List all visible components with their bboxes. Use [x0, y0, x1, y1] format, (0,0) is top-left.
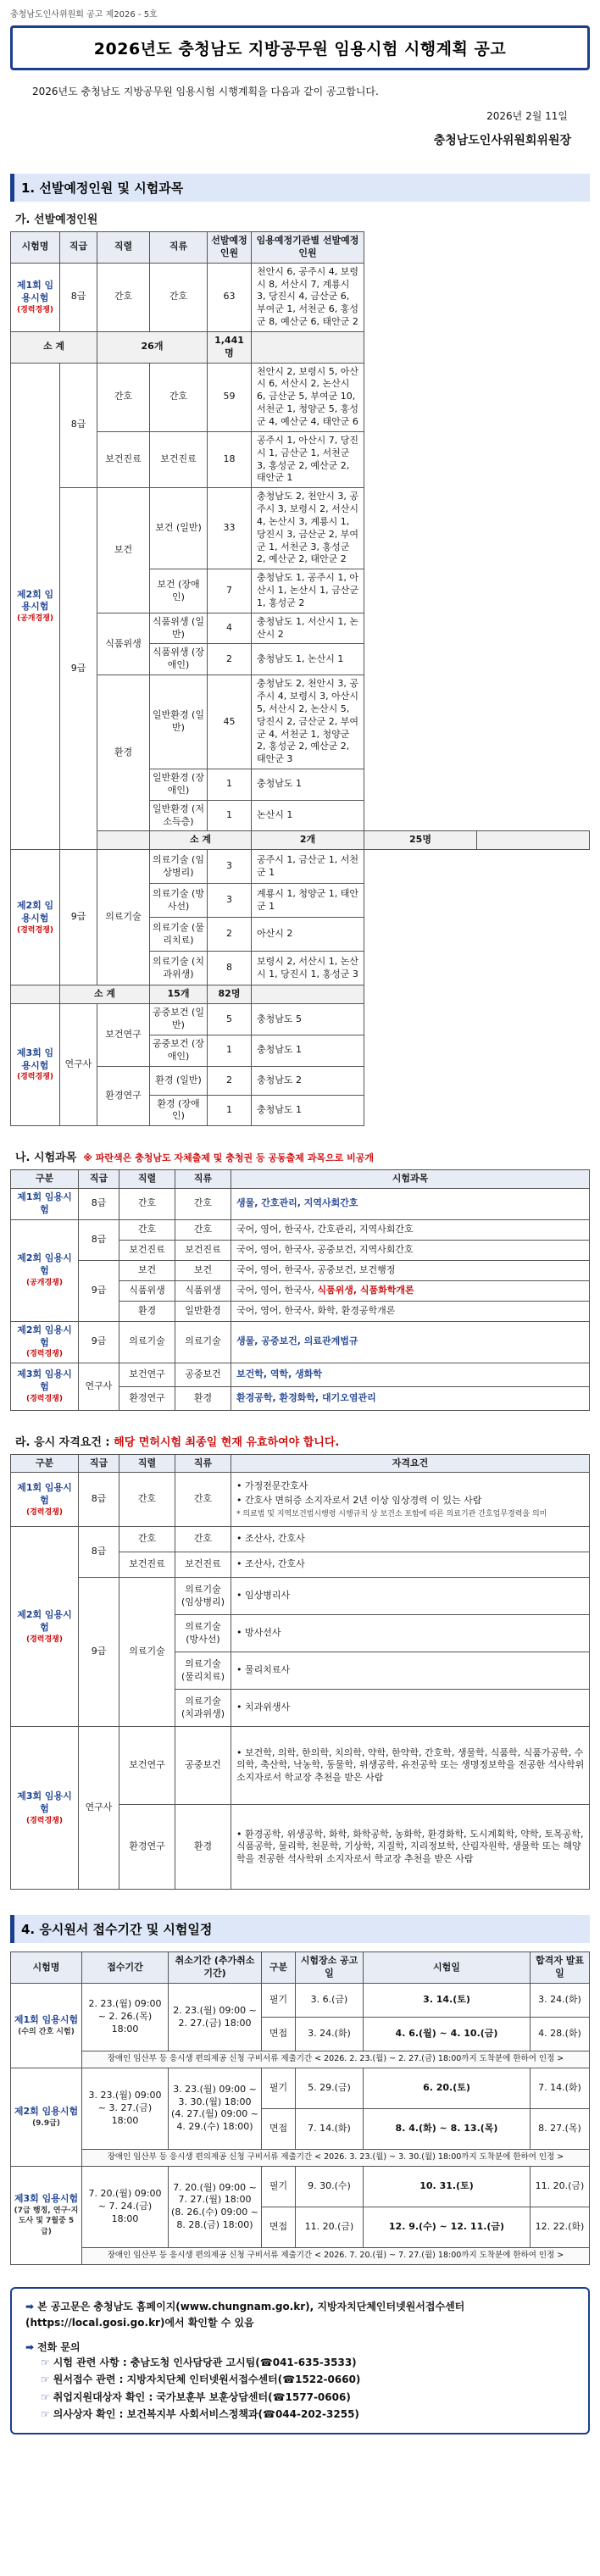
arrow-icon: ➡	[25, 2300, 35, 2312]
exam-name-cell: 제1회 임용시험 (경력경쟁)	[11, 263, 60, 331]
table-row: 제2회 임용시험 (경력경쟁) 9급 의료기술 의료기술 생물, 공중보건, 의료관계법규	[11, 1321, 590, 1363]
pointer-icon: ☞	[41, 2373, 50, 2386]
table-row: 9급 보건 보건 (일반) 33 충청남도 2, 천안시 3, 공주시 3, 보령시 2, 서산시 4, 논산시 3, 계룡시 1, 당진시 3, 금산군 2, 부여군 1, 서천군 3, 홍성군 2, 예산군 2, 태안군 2	[11, 488, 590, 569]
exam-name-cell: 제2회 임용시험 (경력경쟁)	[11, 850, 60, 985]
table-row: 의료기술 (물리치료) 2 아산시 2	[11, 918, 590, 952]
table-row: 식품위생 식품위생 (일반) 4 충청남도 1, 서산시 1, 논산시 2	[11, 613, 590, 644]
info-text: ➡ 본 공고문은 충청남도 홈페이지(www.chungnam.go.kr), 지방자치단체인터넷원서접수센터(https://local.gosi.go.kr)에서 확인할 수 있음	[25, 2300, 465, 2329]
subjects-table	[10, 1169, 590, 1410]
table-row: 환경연구 환경 (일반) 2 충청남도 2	[11, 1066, 590, 1095]
pointer-icon: ☞	[41, 2408, 50, 2421]
title-box	[10, 25, 590, 70]
sub-heading-quota: 가. 선발예정인원	[15, 214, 98, 226]
exam-name-cell: 제1회 임용시험 (수의 간호 시험)	[11, 1984, 82, 2068]
contact-item: ☞ 의사상자 확인 : 보건복지부 사회서비스정책과(☎044-202-3255)	[41, 2408, 359, 2421]
footer-info-box	[10, 2287, 590, 2435]
pointer-icon: ☞	[41, 2390, 50, 2403]
table-row: 면접 11. 20.(금) 12. 9.(수) ~ 12. 11.(금) 12. 22.(화)	[11, 2207, 590, 2247]
quota-table	[10, 231, 590, 1126]
qualification-table	[10, 1454, 590, 1890]
table-row: 의료기술 (치과위생) 8 보령시 2, 서산시 1, 논산시 1, 당진시 1, 홍성군 3	[11, 952, 590, 985]
table-row: 보건진료 보건진료 국어, 영어, 한국사, 공중보건, 지역사회간호	[11, 1240, 590, 1260]
table-row: 제2회 임용시험 (경력경쟁) 8급 간호 간호 • 조산사, 간호사	[11, 1527, 590, 1552]
table-row: 제3회 임용시험 (7급 행정, 연구·지도사 및 7월중 5급) 7. 20.(월) 09:00 ~ 7. 24.(금) 18:00 7. 20.(월) 09:00 ~ 7. 27.(월) 18:00 (8. 26.(수) 09:00 ~ 8. 28.(금) 18:00) 필기 9. 30.(수) 10. 31.(토) 11. 20.(금)	[11, 2166, 590, 2207]
notice-date: 2026년 2월 11일	[486, 110, 568, 122]
contact-title: ➡ 전화 문의	[25, 2340, 81, 2353]
table-row: 공중보건 (장애인) 1 충청남도 1	[11, 1035, 590, 1066]
exam-name-cell: 제2회 임용시험 (9.9급)	[11, 2068, 82, 2166]
note-row: 장애인 임산부 등 응시생 편의제공 신청 구비서류 제출기간 < 2026. 7. 20.(월) ~ 7. 27.(월) 18:00까지 도착분에 한하여 인정 >	[11, 2247, 590, 2264]
table-row: 일반환경 (장애인) 1 충청남도 1	[11, 769, 590, 801]
table-row: 식품위생 (장애인) 2 충청남도 1, 논산시 1	[11, 644, 590, 675]
sub-heading-qualifications: 라. 응시 자격요건 : 해당 면허시험 최종일 현재 유효하여야 합니다.	[15, 1435, 340, 1449]
table-row: 일반환경 (저소득층) 1 논산시 1	[11, 800, 590, 831]
exam-name-cell: 제2회 임용시험 (공개경쟁)	[11, 1219, 79, 1321]
table-header-row: 시험명 직급 직렬 직류 선발예정인원 임용예정기관별 선발예정인원	[11, 232, 590, 264]
arrow-icon: ➡	[25, 2340, 35, 2353]
table-row: 환경 일반환경 (일반) 45 충청남도 2, 천안시 3, 공주시 4, 보령시 3, 아산시 5, 서산시 2, 논산시 5, 당진시 2, 금산군 2, 부여군 4, 서천군 1, 청양군 2, 홍성군 2, 예산군 2, 태안군 3	[11, 675, 590, 769]
contact-list	[41, 2354, 575, 2423]
exam-name-cell: 제2회 임용시험 (경력경쟁)	[11, 1321, 79, 1363]
table-row: 면접 7. 14.(화) 8. 4.(화) ~ 8. 13.(목) 8. 27.(목)	[11, 2108, 590, 2149]
subtotal-row: 소 계 15개 82명	[11, 985, 590, 1004]
table-row: 면접 3. 24.(화) 4. 6.(월) ~ 4. 10.(금) 4. 28.(화)	[11, 2018, 590, 2051]
subjects-note: ※ 파란색은 충청남도 자체출제 및 충청권 등 공동출제 과목으로 비공개	[83, 1152, 374, 1164]
table-row: 환경 일반환경 국어, 영어, 한국사, 화학, 환경공학개론	[11, 1301, 590, 1321]
table-row: 보건진료 보건진료 • 조산사, 간호사	[11, 1552, 590, 1578]
section-1-heading: 1. 선발예정인원 및 시험과목	[10, 174, 590, 202]
schedule-table	[10, 1951, 590, 2264]
table-row: 의료기술 (방사선) • 방사선사	[11, 1615, 590, 1652]
exam-name-cell: 제3회 임용시험 (경력경쟁)	[11, 1363, 79, 1410]
exam-name-cell: 제1회 임용시험 (경력경쟁)	[11, 1473, 79, 1527]
subtotal-row: 소 계 2개 25명	[11, 831, 590, 850]
table-row: 9급 의료기술 의료기술 (임상병리) • 임상병리사	[11, 1578, 590, 1615]
table-row: 제2회 임용시험 (경력경쟁) 9급 의료기술 의료기술 (임상병리) 3 공주시 1, 금산군 1, 서천군 1	[11, 850, 590, 884]
exam-name-cell: 제2회 임용시험 (경력경쟁)	[11, 1527, 79, 1727]
table-row: 제3회 임용시험 (경력경쟁) 연구사 보건연구 공중보건 보건학, 역학, 생화학	[11, 1363, 590, 1386]
exam-name-cell: 제2회 임용시험 (공개경쟁)	[11, 363, 60, 850]
sub-heading-subjects: 나. 시험과목 ※ 파란색은 충청남도 자체출제 및 충청권 등 공동출제 과목으로 비공개	[15, 1152, 374, 1165]
table-row: 제1회 임용시험 (수의 간호 시험) 2. 23.(월) 09:00 ~ 2. 26.(목) 18:00 2. 23.(월) 09:00 ~ 2. 27.(금) 18:00 필기 3. 6.(금) 3. 14.(토) 3. 24.(화)	[11, 1984, 590, 2018]
table-header-row: 구분 직급 직렬 직류 시험과목	[11, 1170, 590, 1189]
table-row: 제1회 임용시험 (경력경쟁) 8급 간호 간호 63 천안시 6, 공주시 4, 보령시 8, 서산시 7, 계룡시 3, 당진시 4, 금산군 6, 부여군 1, 서천군 6, 홍성군 8, 예산군 6, 태안군 2	[11, 263, 590, 331]
table-row: 의료기술 (방사선) 3 계룡시 1, 청양군 1, 태안군 1	[11, 884, 590, 918]
table-row: 의료기술 (치과위생) • 치과위생사	[11, 1690, 590, 1727]
table-row: 제2회 임용시험 (공개경쟁) 8급 간호 간호 59 천안시 2, 보령시 5, 아산시 6, 서산시 2, 논산시 6, 금산군 5, 부여군 10, 서천군 1, 청양군 5, 홍성군 4, 예산군 4, 태안군 6	[11, 363, 590, 431]
table-row: 제1회 임용시험 8급 간호 간호 생물, 간호관리, 지역사회간호	[11, 1189, 590, 1220]
pointer-icon: ☞	[41, 2356, 50, 2368]
table-row: 환경연구 환경 환경공학, 환경화학, 대기오염관리	[11, 1386, 590, 1410]
page-title: 2026년도 충청남도 지방공무원 임용시험 시행계획 공고	[93, 40, 507, 58]
table-row: 제3회 임용시험 (경력경쟁) 연구사 보건연구 공중보건 • 보건학, 의학, 한의학, 치의학, 약학, 한약학, 간호학, 생물학, 식품학, 식품가공학, 수의학, 축산학, 낙농학, 동물학, 위생공학, 유전공학 또는 생명정보학을 전공한 석사학위 소지자로서 학교장 추천을 받은 사람	[11, 1727, 590, 1805]
contact-item: ☞ 취업지원대상자 확인 : 국가보훈부 보훈상담센터(☎1577-0606)	[41, 2390, 351, 2403]
exam-name-cell: 제3회 임용시험 (경력경쟁)	[11, 1727, 79, 1890]
contact-item: ☞ 원서접수 관련 : 지방자치단체 인터넷원서접수센터(☎1522-0660)	[41, 2373, 361, 2386]
table-header-row: 구분 직급 직렬 직류 자격요건	[11, 1454, 590, 1473]
contact-item: ☞ 시험 관련 사항 : 충남도청 인사담당관 고시팀(☎041-635-3533)	[41, 2356, 357, 2368]
table-row: 제3회 임용시험 (경력경쟁) 연구사 보건연구 공중보건 (일반) 5 충청남도 5	[11, 1004, 590, 1035]
table-row: 보건진료 보건진료 18 공주시 1, 아산시 7, 당진시 1, 금산군 1, 서천군 3, 홍성군 2, 예산군 2, 태안군 1	[11, 431, 590, 487]
exam-name-cell: 제3회 임용시험 (7급 행정, 연구·지도사 및 7월중 5급)	[11, 2166, 82, 2264]
intro-text: 2026년도 충청남도 지방공무원 임용시험 시행계획을 다음과 같이 공고합니다.	[32, 86, 379, 97]
table-row: 환경연구 환경 • 환경공학, 위생공학, 화학, 화학공학, 농화학, 환경화학, 도시계획학, 약학, 토목공학, 식품공학, 물리학, 천문학, 기상학, 지질학, 지리정보학, 산림자원학, 생물학 또는 해양학을 전공한 석사학위 소지자로서 학교장 추천을 받은 사람	[11, 1805, 590, 1890]
table-row: 제1회 임용시험 (경력경쟁) 8급 간호 간호 • 가정전문간호사 • 간호사 면허증 소지자로서 2년 이상 임상경력 이 있는 사람 * 의료법 및 지역보건법시행령 시행규칙 상 보건소 포함에 따른 의료기관 간호업무경력을 의미	[11, 1473, 590, 1527]
table-row: 의료기술 (물리치료) • 물리치료사	[11, 1652, 590, 1690]
section-4-heading: 4. 응시원서 접수기간 및 시험일정	[10, 1915, 590, 1943]
table-row: 환경 (장애인) 1 충청남도 1	[11, 1095, 590, 1126]
notice-id: 충청남도인사위원회 공고 제2026 - 5호	[10, 10, 158, 19]
note-row: 장애인 임산부 등 응시생 편의제공 신청 구비서류 제출기간 < 2026. 2. 23.(월) ~ 2. 27.(금) 18:00까지 도착분에 한하여 인정 >	[11, 2051, 590, 2068]
table-row: 제2회 임용시험 (공개경쟁) 8급 간호 간호 국어, 영어, 한국사, 간호관리, 지역사회간호	[11, 1219, 590, 1240]
table-row: 9급 보건 보건 국어, 영어, 한국사, 공중보건, 보건행정	[11, 1260, 590, 1280]
exam-name-cell: 제3회 임용시험 (경력경쟁)	[11, 1004, 60, 1126]
note-row: 장애인 임산부 등 응시생 편의제공 신청 구비서류 제출기간 < 2026. 3. 23.(월) ~ 3. 30.(월) 18:00까지 도착분에 한하여 인정 >	[11, 2149, 590, 2166]
table-row: 제2회 임용시험 (9.9급) 3. 23.(월) 09:00 ~ 3. 27.(금) 18:00 3. 23.(월) 09:00 ~ 3. 30.(월) 18:00 (4. 27.(월) 09:00 ~ 4. 29.(수) 18:00) 필기 5. 29.(금) 6. 20.(토) 7. 14.(화)	[11, 2068, 590, 2108]
issuing-org: 충청남도인사위원회위원장	[433, 134, 571, 147]
subtotal-row: 소 계 26개 1,441명	[11, 331, 590, 363]
table-row: 식품위생 식품위생 국어, 영어, 한국사, 식품위생, 식품화학개론	[11, 1280, 590, 1301]
table-row: 보건 (장애인) 7 충청남도 1, 공주시 1, 아산시 1, 논산시 1, 금산군 1, 홍성군 2	[11, 569, 590, 613]
table-header-row: 시험명 접수기간 취소기간 (추가취소기간) 구분 시험장소 공고일 시험일 합격자 발표일	[11, 1952, 590, 1984]
